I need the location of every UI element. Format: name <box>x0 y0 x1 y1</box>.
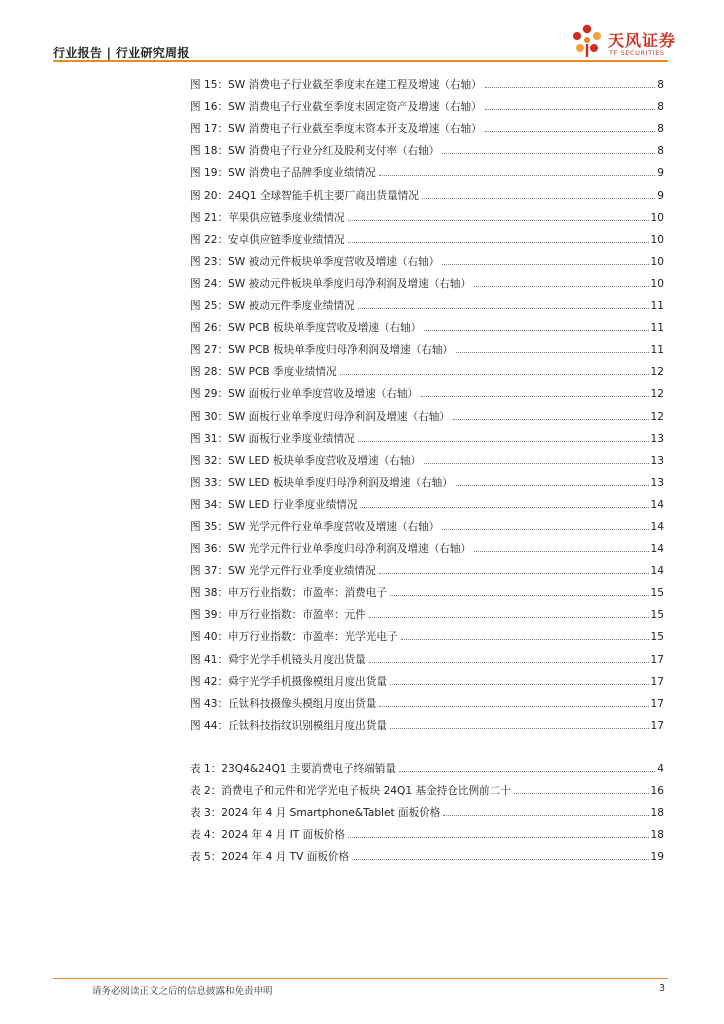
figure-entry[interactable] <box>190 514 664 536</box>
report-type-title: 行业报告 | 行业研究周报 <box>53 46 190 60</box>
dot-leader <box>379 175 656 176</box>
entry-page-number: 11 <box>650 344 664 357</box>
figure-entry[interactable] <box>190 602 664 624</box>
dot-leader <box>369 662 649 663</box>
dot-leader <box>442 153 655 154</box>
entry-page-number: 14 <box>650 565 664 578</box>
table-index-list <box>190 756 664 866</box>
figure-entry[interactable] <box>190 227 664 249</box>
entry-page-number: 8 <box>657 145 664 158</box>
dot-leader <box>360 507 648 508</box>
dot-leader <box>358 308 649 309</box>
figure-index-list <box>190 72 664 735</box>
header-divider <box>53 60 668 62</box>
entry-page-number: 15 <box>650 609 664 622</box>
figure-entry[interactable] <box>190 182 664 204</box>
company-logo <box>568 22 678 62</box>
entry-page-number: 19 <box>650 851 664 864</box>
entry-title: 图 19：SW 消费电子品牌季度业绩情况 <box>190 167 376 180</box>
dot-leader <box>352 859 648 860</box>
figure-entry[interactable] <box>190 713 664 735</box>
entry-title: 图 39：申万行业指数：市盈率：元件 <box>190 609 366 622</box>
entry-title: 表 2：消费电子和元件和光学光电子板块 24Q1 基金持仓比例前二十 <box>190 785 511 798</box>
figure-entry[interactable] <box>190 580 664 602</box>
entry-page-number: 14 <box>650 520 664 533</box>
entry-title: 图 20：24Q1 全球智能手机主要厂商出货量情况 <box>190 189 419 202</box>
entry-page-number: 14 <box>650 498 664 511</box>
entry-page-number: 13 <box>650 454 664 467</box>
figure-entry[interactable] <box>190 448 664 470</box>
entry-title: 图 31：SW 面板行业季度业绩情况 <box>190 432 355 445</box>
entry-title: 图 42：舜宇光学手机摄像模组月度出货量 <box>190 675 387 688</box>
entry-page-number: 9 <box>657 189 664 202</box>
entry-title: 图 43：丘钛科技摄像头模组月度出货量 <box>190 697 377 710</box>
entry-page-number: 15 <box>650 587 664 600</box>
entry-page-number: 12 <box>650 388 664 401</box>
entry-page-number: 17 <box>650 697 664 710</box>
figure-entry[interactable] <box>190 536 664 558</box>
dot-leader <box>390 595 649 596</box>
entry-page-number: 17 <box>650 675 664 688</box>
dot-leader <box>485 87 656 88</box>
entry-page-number: 9 <box>657 167 664 180</box>
entry-page-number: 11 <box>650 322 664 335</box>
entry-title: 图 32：SW LED 板块单季度营收及增速（右轴） <box>190 454 422 467</box>
entry-title: 图 29：SW 面板行业单季度营收及增速（右轴） <box>190 388 419 401</box>
dot-leader <box>514 793 649 794</box>
dot-leader <box>424 463 648 464</box>
figure-entry[interactable] <box>190 359 664 381</box>
entry-title: 图 24：SW 被动元件板块单季度归母净利润及增速（右轴） <box>190 277 472 290</box>
entry-title: 图 38：申万行业指数：市盈率：消费电子 <box>190 587 387 600</box>
entry-title: 图 23：SW 被动元件板块单季度营收及增速（右轴） <box>190 255 440 268</box>
dot-leader <box>456 485 649 486</box>
dot-leader <box>422 198 655 199</box>
dot-leader <box>369 617 649 618</box>
dot-leader <box>485 131 656 132</box>
entry-title: 图 35：SW 光学元件行业单季度营收及增速（右轴） <box>190 520 440 533</box>
figure-entry[interactable] <box>190 691 664 713</box>
entry-page-number: 4 <box>657 763 664 776</box>
figure-entry[interactable] <box>190 116 664 138</box>
dot-leader <box>442 529 648 530</box>
entry-page-number: 8 <box>657 101 664 114</box>
dot-leader <box>399 771 655 772</box>
dot-leader <box>390 728 649 729</box>
figure-entry[interactable] <box>190 271 664 293</box>
footer-divider <box>53 978 668 979</box>
dot-leader <box>443 815 648 816</box>
entry-title: 图 44：丘钛科技指纹识别模组月度出货量 <box>190 719 387 732</box>
entry-title: 表 4：2024 年 4 月 IT 面板价格 <box>190 829 345 842</box>
figure-entry[interactable] <box>190 315 664 337</box>
dot-leader <box>453 419 649 420</box>
logo-chinese-name: 天风证券 <box>608 31 677 50</box>
entry-page-number: 13 <box>650 432 664 445</box>
figure-entry[interactable] <box>190 138 664 160</box>
entry-page-number: 12 <box>650 366 664 379</box>
entry-title: 表 3：2024 年 4 月 Smartphone&Tablet 面板价格 <box>190 807 441 820</box>
figure-entry[interactable] <box>190 381 664 403</box>
entry-title: 图 27：SW PCB 板块单季度归母净利润及增速（右轴） <box>190 344 454 357</box>
entry-title: 图 17：SW 消费电子行业截至季度末资本开支及增速（右轴） <box>190 123 482 136</box>
figure-entry[interactable] <box>190 403 664 425</box>
dot-leader <box>348 242 649 243</box>
entry-page-number: 12 <box>650 410 664 423</box>
entry-title: 图 18：SW 消费电子行业分红及股利支付率（右轴） <box>190 145 440 158</box>
dot-leader <box>348 220 649 221</box>
entry-page-number: 18 <box>650 829 664 842</box>
entry-title: 图 16：SW 消费电子行业截至季度末固定资产及增速（右轴） <box>190 101 482 114</box>
logo-english-name: TF SECURITIES <box>609 49 665 57</box>
dot-leader <box>390 684 649 685</box>
entry-page-number: 11 <box>650 300 664 313</box>
entry-title: 图 26：SW PCB 板块单季度营收及增速（右轴） <box>190 322 422 335</box>
entry-title: 图 30：SW 面板行业单季度归母净利润及增速（右轴） <box>190 410 450 423</box>
dot-leader <box>379 573 649 574</box>
entry-title: 图 34：SW LED 行业季度业绩情况 <box>190 498 358 511</box>
page-number: 3 <box>658 983 665 994</box>
figure-entry[interactable] <box>190 624 664 646</box>
figure-entry[interactable] <box>190 669 664 691</box>
figure-entry[interactable] <box>190 426 664 448</box>
entry-page-number: 18 <box>650 807 664 820</box>
table-entry[interactable] <box>190 822 664 844</box>
entry-page-number: 16 <box>650 785 664 798</box>
dot-leader <box>442 264 648 265</box>
entry-page-number: 13 <box>650 476 664 489</box>
entry-page-number: 17 <box>650 719 664 732</box>
dot-leader <box>456 352 648 353</box>
table-entry[interactable] <box>190 844 664 866</box>
figure-entry[interactable] <box>190 94 664 116</box>
entry-page-number: 8 <box>657 123 664 136</box>
figure-entry[interactable] <box>190 205 664 227</box>
entry-page-number: 10 <box>650 277 664 290</box>
entry-title: 图 28：SW PCB 季度业绩情况 <box>190 366 337 379</box>
entry-page-number: 10 <box>650 211 664 224</box>
entry-title: 图 37：SW 光学元件行业季度业绩情况 <box>190 565 376 578</box>
entry-page-number: 14 <box>650 543 664 556</box>
entry-page-number: 15 <box>650 631 664 644</box>
dot-leader <box>340 374 649 375</box>
dot-leader <box>379 706 648 707</box>
entry-page-number: 8 <box>657 79 664 92</box>
figure-entry[interactable] <box>190 646 664 668</box>
figure-entry[interactable] <box>190 293 664 315</box>
entry-title: 图 33：SW LED 板块单季度归母净利润及增速（右轴） <box>190 476 453 489</box>
entry-title: 图 15：SW 消费电子行业截至季度末在建工程及增速（右轴） <box>190 79 482 92</box>
table-entry[interactable] <box>190 756 664 778</box>
entry-page-number: 10 <box>650 255 664 268</box>
figure-entry[interactable] <box>190 160 664 182</box>
figure-entry[interactable] <box>190 72 664 94</box>
dot-leader <box>348 837 649 838</box>
entry-title: 表 1：23Q4&24Q1 主要消费电子终端销量 <box>190 763 396 776</box>
entry-title: 图 25：SW 被动元件季度业绩情况 <box>190 300 355 313</box>
dot-leader <box>401 639 649 640</box>
entry-page-number: 17 <box>650 653 664 666</box>
entry-title: 图 36：SW 光学元件行业单季度归母净利润及增速（右轴） <box>190 543 472 556</box>
figure-entry[interactable] <box>190 249 664 271</box>
dot-leader <box>474 286 648 287</box>
dot-leader <box>424 330 648 331</box>
dot-leader <box>474 551 648 552</box>
entry-title: 图 22：安卓供应链季度业绩情况 <box>190 233 345 246</box>
figure-entry[interactable] <box>190 337 664 359</box>
footer-disclaimer: 请务必阅读正文之后的信息披露和免责申明 <box>92 986 273 997</box>
figure-entry[interactable] <box>190 558 664 580</box>
dot-leader <box>358 441 649 442</box>
entry-page-number: 10 <box>650 233 664 246</box>
dot-leader <box>485 109 656 110</box>
table-entry[interactable] <box>190 800 664 822</box>
entry-title: 图 41：舜宇光学手机镜头月度出货量 <box>190 653 366 666</box>
flower-logo-icon <box>568 22 606 60</box>
figure-entry[interactable] <box>190 470 664 492</box>
entry-title: 表 5：2024 年 4 月 TV 面板价格 <box>190 851 350 864</box>
figure-entry[interactable] <box>190 492 664 514</box>
dot-leader <box>421 396 648 397</box>
table-entry[interactable] <box>190 778 664 800</box>
entry-title: 图 40：申万行业指数：市盈率：光学光电子 <box>190 631 398 644</box>
entry-title: 图 21：苹果供应链季度业绩情况 <box>190 211 345 224</box>
